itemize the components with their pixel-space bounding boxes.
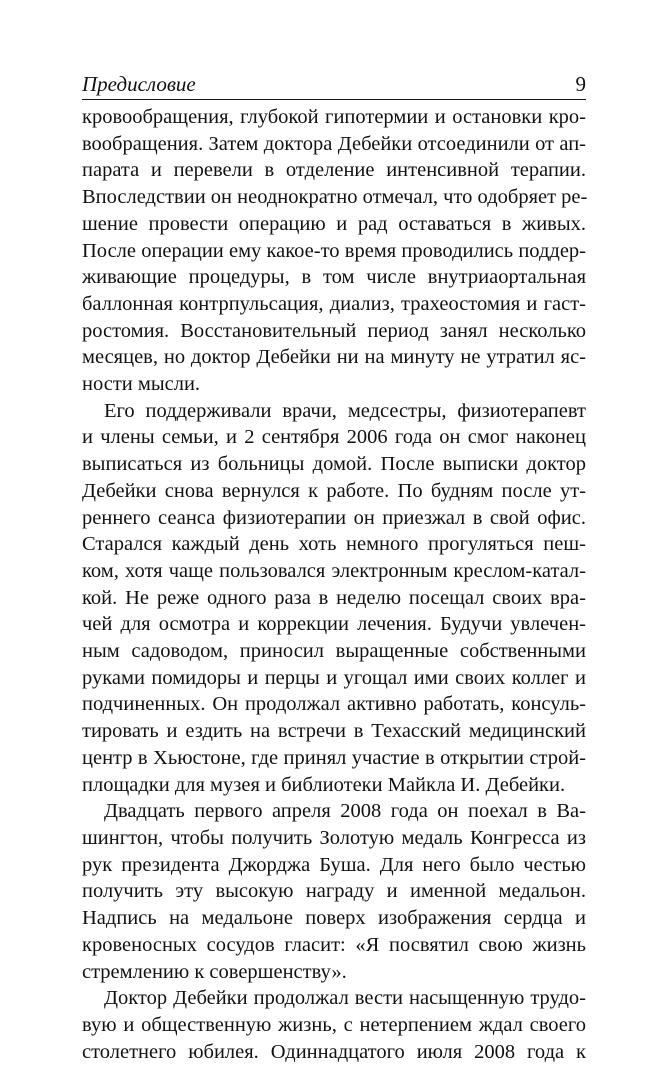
paragraph bbox=[82, 985, 586, 1065]
paragraph bbox=[82, 798, 586, 985]
text-line: руками помидоры и перцы и угощал ими своих коллег и bbox=[82, 666, 586, 689]
body-text bbox=[82, 104, 586, 1065]
text-line: шингтон, чтобы получить Золотую медаль Конгресса из bbox=[82, 826, 586, 849]
text-line: тировать и ездить на встречи в Техасский медицинский bbox=[82, 720, 586, 743]
paragraph bbox=[82, 104, 586, 398]
text-line: кровообращения, глубокой гипотермии и остановки кро- bbox=[82, 106, 586, 128]
text-line: Дебейки снова вернулся к работе. По будням после ут- bbox=[82, 479, 586, 502]
running-head bbox=[82, 70, 586, 98]
text-line: столетнего юбилея. Одиннадцатого июля 2008 года к bbox=[82, 1040, 586, 1063]
text-line: подчиненных. Он продолжал активно работать, консуль- bbox=[82, 693, 586, 716]
text-line: стремлению к совершенству». bbox=[82, 960, 347, 983]
text-line: ным садоводом, приносил выращенные собственными bbox=[82, 640, 586, 663]
page-number: 9 bbox=[575, 72, 586, 96]
text-line: вую и общественную жизнь, с нетерпением ждал своего bbox=[82, 1013, 586, 1036]
text-line: чей для осмотра и коррекции лечения. Будучи увлечен- bbox=[82, 613, 586, 636]
text-line: Доктор Дебейки продолжал вести насыщенную трудо- bbox=[104, 987, 586, 1010]
text-line: После операции ему какое-то время проводились поддер- bbox=[82, 239, 586, 262]
header-rule bbox=[82, 99, 586, 100]
text-line: Впоследствии он неоднократно отмечал, что одобряет ре- bbox=[82, 186, 588, 209]
text-line: площадки для музея и библиотеки Майкла И. Дебейки. bbox=[82, 773, 566, 796]
text-line: ности мысли. bbox=[82, 373, 201, 396]
text-line: живающие процедуры, в том числе внутриаортальная bbox=[82, 266, 586, 289]
book-page bbox=[82, 70, 586, 1065]
text-line: шение провести операцию и рад оставаться в живых. bbox=[82, 212, 586, 235]
text-line: выписаться из больницы домой. После выписки доктор bbox=[82, 453, 586, 476]
text-line: парата и перевели в отделение интенсивной терапии. bbox=[82, 159, 586, 182]
text-line: Надпись на медальоне поверх изображения сердца и bbox=[82, 907, 586, 930]
text-line: ростомия. Восстановительный период занял несколько bbox=[82, 319, 586, 342]
text-line: Его поддерживали врачи, медсестры, физиотерапевт bbox=[104, 399, 586, 422]
text-line: баллонная контрпульсация, диализ, трахеостомия и гаст- bbox=[82, 292, 586, 315]
section-title: Предисловие bbox=[82, 72, 196, 96]
text-line: центр в Хьюстоне, где принял участие в открытии строй- bbox=[82, 746, 586, 769]
text-line: Старался каждый день хоть немного прогуляться пеш- bbox=[82, 533, 586, 556]
text-line: кой. Не реже одного раза в неделю посещал своих вра- bbox=[82, 586, 586, 609]
text-line: и члены семьи, и 2 сентября 2006 года он смог наконец bbox=[82, 426, 586, 449]
text-line: рук президента Джорджа Буша. Для него было честью bbox=[82, 853, 586, 876]
text-line: Двадцать первого апреля 2008 года он поехал в Ва- bbox=[104, 800, 586, 823]
text-line: реннего сеанса физиотерапии он приезжал в свой офис. bbox=[82, 506, 586, 529]
text-line: получить эту высокую награду и именной медальон. bbox=[82, 880, 586, 903]
paragraph bbox=[82, 398, 586, 799]
text-line: месяцев, но доктор Дебейки ни на минуту не утратил яс- bbox=[82, 346, 586, 369]
text-line: ком, хотя чаще пользовался электронным креслом-катал- bbox=[82, 559, 586, 582]
text-line: вообращения. Затем доктора Дебейки отсоединили от ап- bbox=[82, 132, 586, 155]
text-line: кровеносных сосудов гласит: «Я посвятил свою жизнь bbox=[82, 933, 586, 956]
